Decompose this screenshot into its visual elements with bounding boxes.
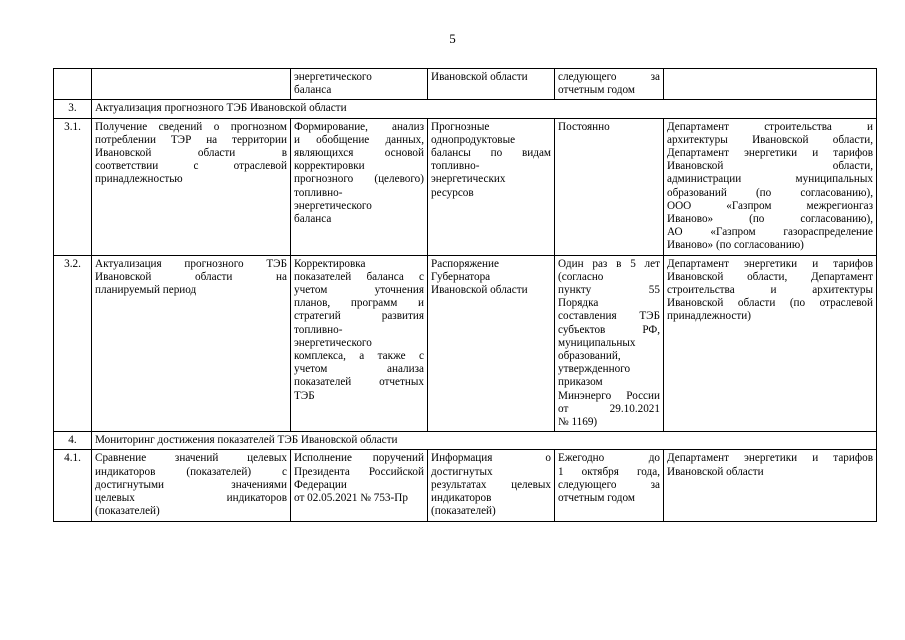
cell-deadline <box>555 69 664 100</box>
cell-text-line: прогнозного (целевого) <box>294 173 424 186</box>
table-row-3-2 <box>54 255 877 432</box>
cell-text-line: топливно- <box>431 160 480 173</box>
cell-text-line: энергетических <box>431 173 506 186</box>
cell-text-line: следующего за <box>558 478 660 491</box>
cell-text-line: Ивановской области <box>431 284 528 297</box>
plan-table <box>53 68 877 522</box>
cell-text-line: достигнутых <box>431 465 493 478</box>
cell-text-line: Получение сведений о прогнозном <box>95 120 287 133</box>
cell-text-line: (согласно <box>558 270 604 283</box>
table-row-3-1 <box>54 118 877 255</box>
cell-text-line: потреблении ТЭР на территории <box>95 133 287 146</box>
cell-text-line: Формирование, анализ <box>294 120 424 133</box>
cell-text-line: субъектов РФ, <box>558 323 660 336</box>
section-title: Мониторинг достижения показателей ТЭБ Ивановской области <box>92 432 877 450</box>
cell-text-line: энергетического <box>294 336 372 349</box>
cell-text-line: стратегий развития <box>294 310 424 323</box>
cell-text-line: индикаторов (показателей) с <box>95 465 287 478</box>
cell-deadline <box>555 255 664 432</box>
cell-responsible <box>664 118 877 255</box>
cell-text-line: учетом анализа <box>294 363 424 376</box>
cell-text-line: образований (по согласованию), <box>667 186 873 199</box>
cell-text-line: ресурсов <box>431 186 474 199</box>
cell-text-line: энергетического <box>294 71 372 83</box>
section-number: 4. <box>54 432 92 450</box>
page-number: 5 <box>449 31 456 46</box>
cell-content <box>291 118 428 255</box>
cell-text-line: планируемый период <box>95 284 197 297</box>
cell-text-line: (показателей) <box>431 505 496 518</box>
cell-text-line: учетом уточнения <box>294 284 424 297</box>
cell-text-line: от 29.10.2021 <box>558 402 660 415</box>
cell-text-line: Один раз в 5 лет <box>558 257 660 270</box>
cell-text-line: Президента Российской <box>294 465 424 478</box>
cell-document <box>428 69 555 100</box>
cell-responsible <box>664 69 877 100</box>
cell-text-line: энергетического <box>294 199 372 212</box>
cell-text-line: образований, <box>558 350 621 363</box>
cell-text-line: являющихся основой <box>294 147 424 160</box>
cell-text-line: Минэнерго России <box>558 389 660 402</box>
cell-responsible <box>664 450 877 521</box>
row-number: 3.2. <box>54 255 92 432</box>
cell-number <box>54 69 92 100</box>
cell-text-line: корректировки <box>294 160 365 173</box>
cell-text-line: Прогнозные <box>431 120 490 133</box>
cell-text-line: целевых индикаторов <box>95 492 287 505</box>
row-number: 4.1. <box>54 450 92 521</box>
cell-text-line: пункту 55 <box>558 284 660 297</box>
cell-text-line: следующего за <box>558 71 660 83</box>
cell-deadline <box>555 118 664 255</box>
cell-text-line: Губернатора <box>431 270 491 283</box>
cell-text-line: Иваново» (по согласованию), <box>667 213 873 226</box>
cell-text-line: показателей баланса с <box>294 270 424 283</box>
cell-text-line: составления ТЭБ <box>558 310 660 323</box>
cell-text-line: показателей отчетных <box>294 376 424 389</box>
cell-text-line: Федерации <box>294 478 347 491</box>
cell-text-line: ТЭБ <box>294 389 315 402</box>
cell-text-line: Постоянно <box>558 120 610 133</box>
section-row-3 <box>54 100 877 118</box>
section-number: 3. <box>54 100 92 118</box>
cell-text-line: Порядка <box>558 297 599 310</box>
cell-activity <box>92 69 291 100</box>
cell-text-line: баланса <box>294 84 332 97</box>
cell-content <box>291 255 428 432</box>
cell-activity <box>92 255 291 432</box>
cell-text-line: Ивановской области <box>431 71 528 83</box>
cell-text-line: однопродуктовые <box>431 133 516 146</box>
cell-document <box>428 118 555 255</box>
cell-text-line: приказом <box>558 376 603 389</box>
cell-text-line: Департамент энергетики и тарифов <box>667 452 873 465</box>
cell-content <box>291 69 428 100</box>
cell-text-line: достигнутыми значениями <box>95 478 287 491</box>
cell-text-line: архитектуры Ивановской области, <box>667 133 873 146</box>
cell-text-line: баланса <box>294 213 332 226</box>
cell-activity <box>92 118 291 255</box>
cell-text-line: Ивановской области в <box>95 147 287 160</box>
cell-content <box>291 450 428 521</box>
cell-text-line: утвержденного <box>558 363 631 376</box>
cell-text-line: принадлежностью <box>95 173 183 186</box>
cell-text-line: АО «Газпром газораспределение <box>667 226 873 239</box>
cell-text-line: строительства и архитектуры <box>667 284 873 297</box>
cell-text-line: Актуализация прогнозного ТЭБ <box>95 257 287 270</box>
cell-document <box>428 255 555 432</box>
cell-text-line: индикаторов <box>431 492 492 505</box>
cell-text-line: принадлежности) <box>667 310 751 323</box>
cell-text-line: муниципальных <box>558 336 636 349</box>
section-row-4 <box>54 432 877 450</box>
section-title: Актуализация прогнозного ТЭБ Ивановской области <box>92 100 877 118</box>
cell-text-line: Иваново» (по согласованию) <box>667 239 804 252</box>
cell-text-line: (показателей) <box>95 505 160 518</box>
cell-text-line: администрации муниципальных <box>667 173 873 186</box>
cell-text-line: 1 октября года, <box>558 465 660 478</box>
cell-text-line: Ежегодно до <box>558 452 660 465</box>
cell-text-line: от 02.05.2021 № 753-Пр <box>294 492 408 505</box>
continuation-row <box>54 69 877 100</box>
cell-text-line: комплекса, а также с <box>294 350 424 363</box>
cell-text-line: Распоряжение <box>431 257 499 270</box>
cell-text-line: Ивановской области, Департамент <box>667 270 873 283</box>
cell-text-line: планов, программ и <box>294 297 424 310</box>
cell-text-line: Департамент энергетики и тарифов <box>667 257 873 270</box>
row-number: 3.1. <box>54 118 92 255</box>
cell-text-line: соответствии с отраслевой <box>95 160 287 173</box>
cell-text-line: Исполнение поручений <box>294 452 424 465</box>
cell-text-line: топливно- <box>294 323 343 336</box>
cell-text-line: ООО «Газпром межрегионгаз <box>667 199 873 212</box>
cell-responsible <box>664 255 877 432</box>
cell-text-line: Ивановской области <box>667 465 764 478</box>
table-row-4-1 <box>54 450 877 521</box>
cell-document <box>428 450 555 521</box>
cell-text-line: отчетным годом <box>558 84 635 97</box>
cell-text-line: и обобщение данных, <box>294 133 424 146</box>
cell-text-line: Департамент строительства и <box>667 120 873 133</box>
cell-text-line: топливно- <box>294 186 343 199</box>
cell-text-line: Ивановской области на <box>95 270 287 283</box>
cell-text-line: балансы по видам <box>431 147 551 160</box>
cell-text-line: Информация о <box>431 452 551 465</box>
cell-text-line: № 1169) <box>558 416 598 429</box>
cell-deadline <box>555 450 664 521</box>
cell-text-line: Департамент энергетики и тарифов <box>667 147 873 160</box>
cell-text-line: отчетным годом <box>558 492 635 505</box>
cell-activity <box>92 450 291 521</box>
cell-text-line: результатах целевых <box>431 478 551 491</box>
cell-text-line: Корректировка <box>294 257 366 270</box>
cell-text-line: Ивановской области (по отраслевой <box>667 297 873 310</box>
cell-text-line: Ивановской области, <box>667 160 873 173</box>
cell-text-line: Сравнение значений целевых <box>95 452 287 465</box>
